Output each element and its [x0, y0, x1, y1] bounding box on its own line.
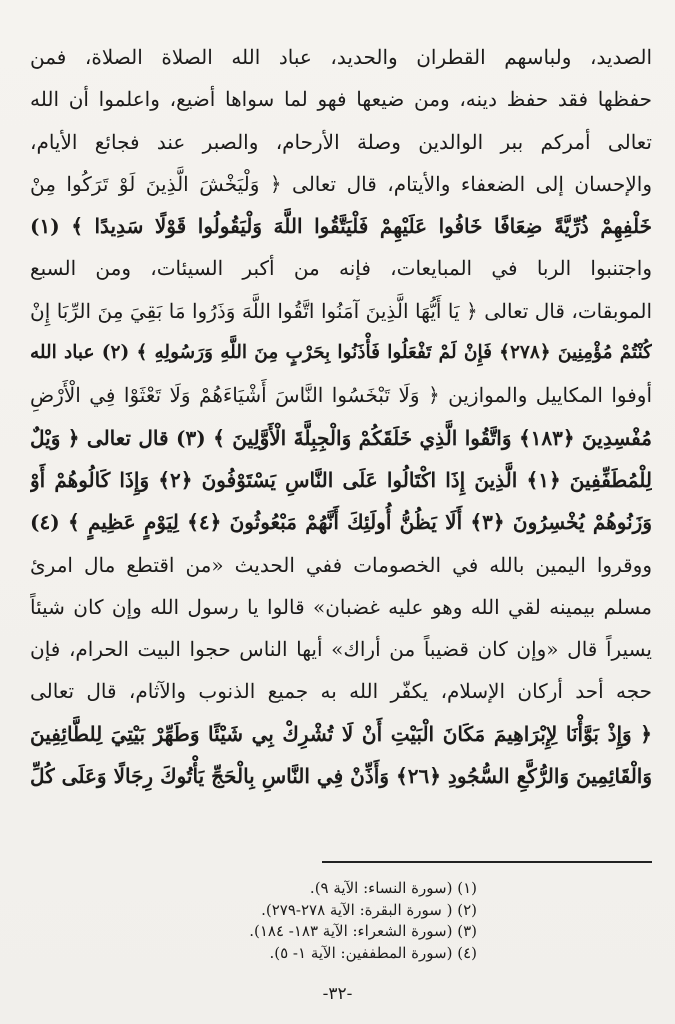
text-line: الصديد، ولباسهم القطران والحديد، عباد الله الصلاة الصلاة، فمن — [30, 45, 652, 69]
footnote: (٢) ( سورة البقرة: الآية ٢٧٨-٢٧٩). — [261, 900, 477, 919]
text-line: أوفوا المكاييل والموازين ﴿ وَلَا تَبْخَسُوا النَّاسَ أَشْيَاءَهُمْ وَلَا تَعْثَوْا فِي الْأَرْضِ — [30, 383, 652, 408]
footnote: (١) (سورة النساء: الآية ٩). — [309, 879, 477, 897]
text-line: والإحسان إلى الضعفاء والأيتام، قال تعالى ﴿ وَلْيَخْشَ الَّذِينَ لَوْ تَرَكُوا مِنْ — [30, 171, 652, 196]
body-text — [30, 36, 652, 797]
footnote: (٣) (سورة الشعراء: الآية ١٨٣- ١٨٤). — [249, 922, 477, 940]
quran-verse-line: مُفْسِدِينَ ﴿١٨٣﴾ وَاتَّقُوا الَّذِي خَلَقَكُمْ وَالْجِبِلَّةَ الْأَوَّلِينَ ﴾ (٣) قال تعالى ﴿ وَيْلٌ — [30, 425, 652, 450]
text-line: يسيراً قال «وإن كان قضيباً من أراك» أيها الناس حجوا البيت الحرام، فإن — [30, 637, 652, 662]
quran-verse-line: ﴿ وَإِذْ بَوَّأْنَا لِإِبْرَاهِيمَ مَكَانَ الْبَيْتِ أَنْ لَا تُشْرِكْ بِي شَيْئًا وَطَهِّرْ بَيْتِيَ لِلطَّائِفِينَ — [30, 721, 652, 746]
footnote-divider — [322, 861, 652, 863]
text-line: ووقروا اليمين بالله في الخصومات ففي الحديث «من اقتطع مال امرئ — [30, 552, 652, 577]
page-number: -٣٢- — [322, 984, 353, 1004]
text-line: الموبقات، قال تعالى ﴿ يَا أَيُّهَا الَّذِينَ آمَنُوا اتَّقُوا اللَّهَ وَذَرُوا مَا بَقِيَ مِنَ الرِّبَا إِنْ — [30, 298, 652, 323]
quran-verse-line: وَالْقَائِمِينَ وَالرُّكَّعِ السُّجُودِ ﴿٢٦﴾ وَأَذِّنْ فِي النَّاسِ بِالْحَجِّ يَأْتُوكَ رِجَالًا وَعَلَى كُلِّ — [30, 764, 652, 789]
text-line: حفظها فقد حفظ دينه، ومن ضيعها فهو لما سواها أضيع، واعلموا أن الله — [30, 87, 652, 112]
text-line: مسلم بيمينه لقي الله وهو عليه غضبان» قالوا يا رسول الله وإن كان شيئاً — [30, 594, 652, 619]
text-line: واجتنبوا الربا في المبايعات، فإنه من أكبر السيئات، ومن السبع — [30, 256, 652, 281]
quran-verse-line: كُنْتُمْ مُؤْمِنِينَ ﴿٢٧٨﴾ فَإِنْ لَمْ تَفْعَلُوا فَأْذَنُوا بِحَرْبٍ مِنَ اللَّهِ وَرَسُولِهِ ﴾ (٢) عباد الله — [30, 342, 652, 364]
quran-verse-line: وَزَنُوهُمْ يُخْسِرُونَ ﴿٣﴾ أَلَا يَظُنُّ أُولَئِكَ أَنَّهُمْ مَبْعُوثُونَ ﴿٤﴾ لِيَوْمٍ عَظِيمٍ ﴾ (٤) — [30, 510, 652, 535]
quran-verse-line: لِلْمُطَفِّفِينَ ﴿١﴾ الَّذِينَ إِذَا اكْتَالُوا عَلَى النَّاسِ يَسْتَوْفُونَ ﴿٢﴾ وَإِذَا كَالُوهُمْ أَوْ — [30, 467, 652, 492]
text-line: تعالى أمركم ببر الوالدين وصلة الأرحام، والصبر عند فجائع الأيام، — [30, 129, 652, 154]
footnote: (٤) (سورة المطففين: الآية ١- ٥). — [269, 943, 477, 962]
footnotes — [177, 878, 477, 964]
quran-verse-line: خَلْفِهِمْ ذُرِّيَّةً ضِعَافًا خَافُوا عَلَيْهِمْ فَلْيَتَّقُوا اللَّهَ وَلْيَقُولُوا قَوْلًا سَدِيدًا ﴾ (١) — [30, 214, 652, 239]
text-line: حجه أحد أركان الإسلام، يكفّر الله به جميع الذنوب والآثام، قال تعالى — [30, 679, 652, 704]
